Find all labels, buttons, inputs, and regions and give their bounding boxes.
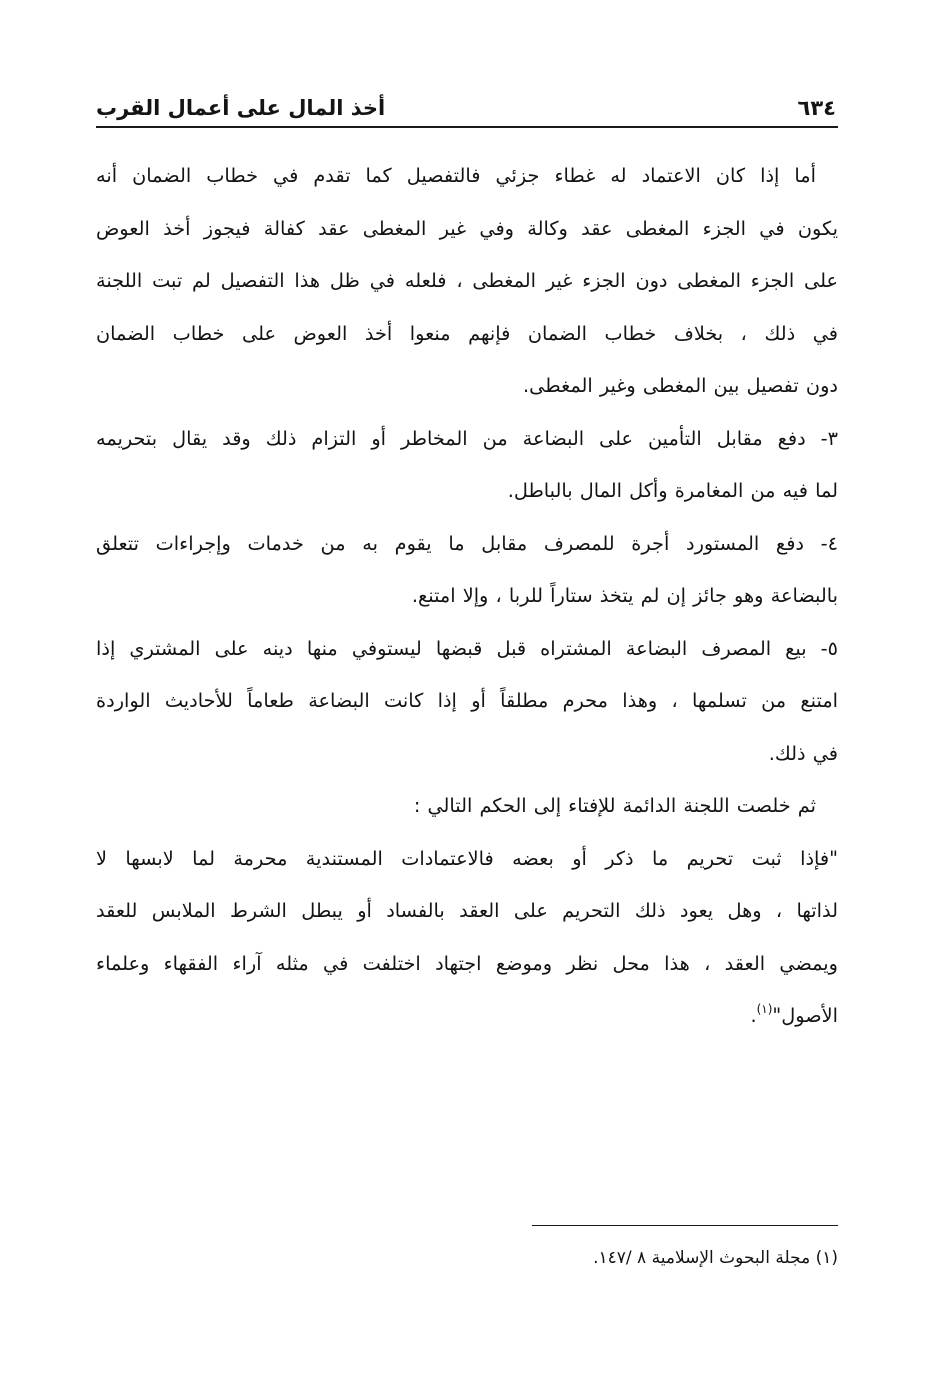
text-fragment: .: [750, 1004, 757, 1027]
text-line: أما إذا كان الاعتماد له غطاء جزئي فالتفصيل كما تقدم في خطاب الضمان أنه: [96, 164, 816, 187]
paragraph-quoted-ruling: [96, 833, 838, 1043]
text-line: ٥- بيع المصرف البضاعة المشتراه قبل قبضها ليستوفي منها دينه على المشتري إذا: [96, 636, 838, 660]
body-text: [96, 150, 838, 1043]
paragraph-item-4: [96, 518, 838, 623]
text-line: بالبضاعة وهو جائز إن لم يتخذ ستاراً للربا ، وإلا امتنع.: [411, 584, 838, 607]
text-line: ويمضي العقد ، هذا محل نظر وموضع اجتهاد اختلفت في مثله آراء الفقهاء وعلماء: [96, 951, 838, 975]
text-line: ٣- دفع مقابل التأمين على البضاعة من المخاطر أو التزام ذلك وقد يقال بتحريمه: [96, 426, 838, 450]
text-line: دون تفصيل بين المغطى وغير المغطى.: [523, 374, 838, 397]
text-line: في ذلك.: [768, 741, 838, 765]
page-header: [96, 92, 838, 128]
text-line: يكون في الجزء المغطى عقد وكالة وفي غير المغطى عقد كفالة فيجوز أخذ العوض: [96, 216, 838, 240]
text-line: ٤- دفع المستورد أجرة للمصرف مقابل ما يقوم به من خدمات وإجراءات تتعلق: [96, 531, 838, 555]
text-line: لما فيه من المغامرة وأكل المال بالباطل.: [507, 479, 838, 502]
text-line: لذاتها ، وهل يعود ذلك التحريم على العقد بالفساد أو يبطل الشرط الملابس للعقد: [96, 899, 838, 922]
page-number: ٦٣٤: [797, 96, 836, 120]
paragraph-item-3: [96, 413, 838, 518]
paragraph-guarantee-cover: [96, 150, 838, 413]
paragraph-committee-ruling-intro: [96, 780, 838, 833]
text-line-with-footnote: [96, 990, 838, 1043]
footnote: (١) مجلة البحوث الإسلامية ٨ /١٤٧.: [593, 1248, 838, 1268]
footnote-separator: [532, 1225, 838, 1226]
text-line: في ذلك ، بخلاف خطاب الضمان فإنهم منعوا أخذ العوض على خطاب الضمان: [96, 321, 838, 345]
text-line: ثم خلصت اللجنة الدائمة للإفتاء إلى الحكم التالي :: [413, 794, 816, 817]
text-line: "فإذا ثبت تحريم ما ذكر أو بعضه فالاعتمادات المستندية محرمة لما لابسها لا: [96, 846, 838, 870]
paragraph-item-5: [96, 623, 838, 781]
text-line: امتنع من تسلمها ، وهذا محرم مطلقاً أو إذا كانت البضاعة طعاماً للأحاديث الواردة: [96, 689, 838, 712]
footnote-marker: (١): [756, 1002, 773, 1016]
running-title: أخذ المال على أعمال القرب: [96, 96, 386, 120]
text-line: على الجزء المغطى دون الجزء غير المغطى ، فلعله في ظل هذا التفصيل لم تبت اللجنة: [96, 269, 838, 292]
text-fragment: الأصول": [772, 1004, 838, 1027]
